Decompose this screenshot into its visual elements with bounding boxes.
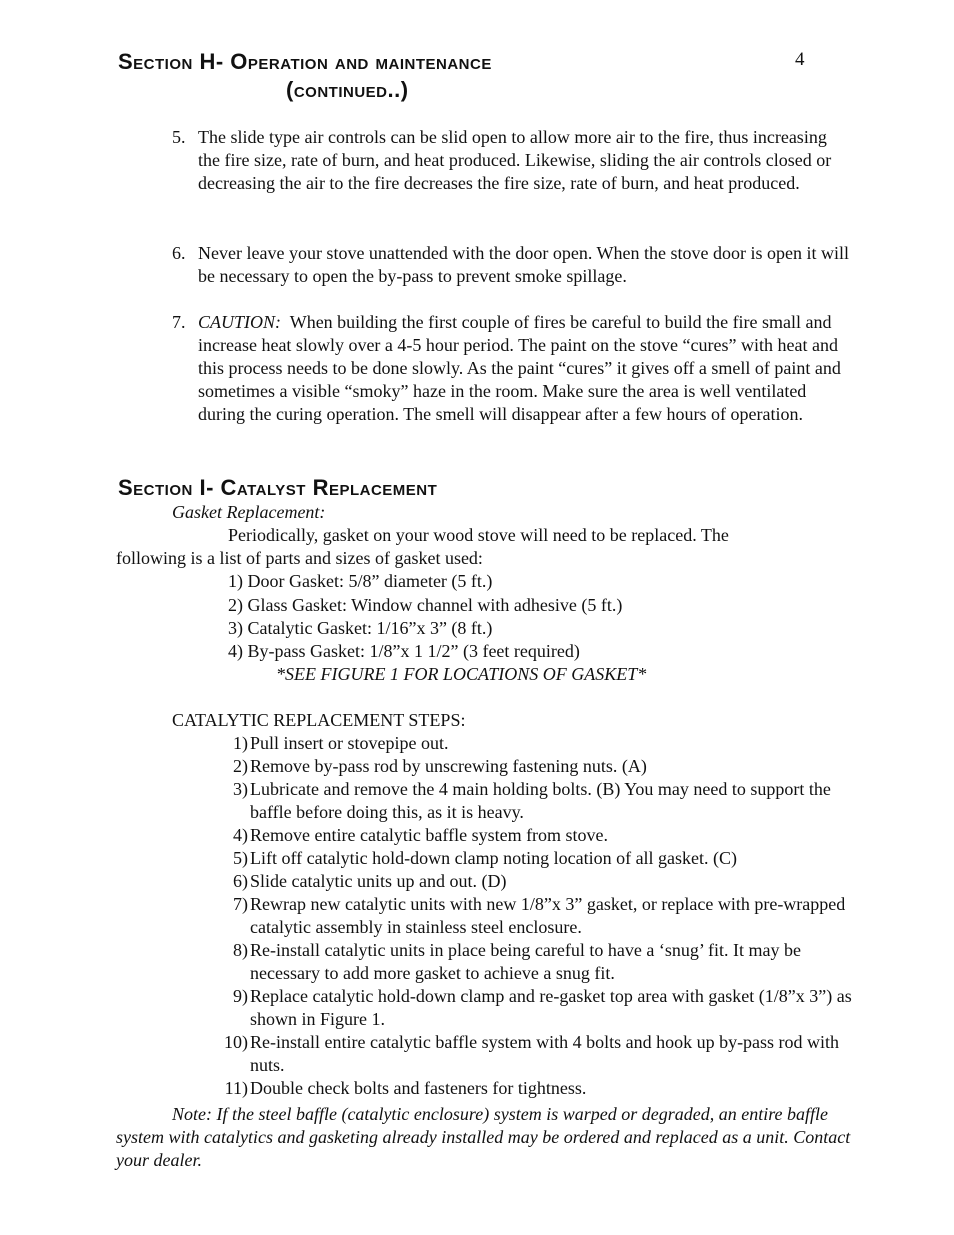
step-item <box>212 870 862 893</box>
step-item <box>212 1077 862 1100</box>
section-h-heading <box>118 48 778 104</box>
step-text: Double check bolts and fasteners for tightness. <box>250 1078 587 1098</box>
step-number: 4) <box>233 825 248 845</box>
list-item-number: 5. <box>172 127 186 147</box>
list-item-text: Never leave your stove unattended with the door open. When the stove door is open it will be necessary to open the by-pass to prevent smoke spillage. <box>198 243 850 286</box>
list-item-7 <box>172 311 852 426</box>
step-text: Remove by-pass rod by unscrewing fastening nuts. (A) <box>250 756 647 776</box>
gasket-intro-line-2: following is a list of parts and sizes of gasket used: <box>116 548 483 568</box>
step-text: Re-install entire catalytic baffle system with 4 bolts and hook up by-pass rod with nuts. <box>250 1032 840 1075</box>
gasket-list-item: 1) Door Gasket: 5/8” diameter (5 ft.) <box>228 571 493 591</box>
list-item-number: 6. <box>172 243 186 263</box>
list-item-number: 7. <box>172 312 186 332</box>
step-number: 6) <box>233 871 248 891</box>
step-text: Re-install catalytic units in place being careful to have a ‘snug’ fit. It may be necessary to add more gasket to achieve a snug fit. <box>250 940 801 983</box>
section-h-title: Section H- Operation and maintenance <box>118 49 492 74</box>
gasket-list-item: 3) Catalytic Gasket: 1/16”x 3” (8 ft.) <box>228 618 493 638</box>
step-item <box>212 824 862 847</box>
step-text: Pull insert or stovepipe out. <box>250 733 449 753</box>
section-i-heading: Section I- Catalyst Replacement <box>118 475 438 500</box>
steps-heading: CATALYTIC REPLACEMENT STEPS: <box>172 710 466 730</box>
gasket-list-item: 4) By-pass Gasket: 1/8”x 1 1/2” (3 feet required) <box>228 641 580 661</box>
closing-note: Note: If the steel baffle (catalytic enclosure) system is warped or degraded, an entire baffle system with catalytics and gasketing already installed may be ordered and replaced as a unit. Contact your dealer. <box>116 1104 851 1170</box>
list-item-5 <box>172 126 852 195</box>
step-text: Slide catalytic units up and out. (D) <box>250 871 507 891</box>
step-item <box>212 847 862 870</box>
step-item <box>212 778 862 824</box>
step-number: 8) <box>233 940 248 960</box>
step-number: 1) <box>233 733 248 753</box>
step-number: 3) <box>233 779 248 799</box>
gasket-replacement-heading: Gasket Replacement: <box>172 502 326 522</box>
step-number: 2) <box>233 756 248 776</box>
step-item <box>212 893 862 939</box>
step-item <box>212 985 862 1031</box>
step-item <box>212 939 862 985</box>
step-text: Replace catalytic hold-down clamp and re-gasket top area with gasket (1/8”x 3”) as shown in Figure 1. <box>250 986 852 1029</box>
step-item <box>212 755 862 778</box>
step-item <box>212 1031 862 1077</box>
step-text: Rewrap new catalytic units with new 1/8”x 3” gasket, or replace with pre-wrapped catalytic assembly in stainless steel enclosure. <box>250 894 846 937</box>
step-number: 7) <box>233 894 248 914</box>
list-item-text: The slide type air controls can be slid open to allow more air to the fire, thus increasing the fire size, rate of burn, and heat produced. Likewise, sliding the air controls closed or decreasing the air to the fire decreases the fire size, rate of burn, and heat produced. <box>198 127 832 193</box>
step-number: 10) <box>224 1032 248 1052</box>
step-text: Remove entire catalytic baffle system from stove. <box>250 825 609 845</box>
step-number: 9) <box>233 986 248 1006</box>
step-number: 5) <box>233 848 248 868</box>
figure-note: *SEE FIGURE 1 FOR LOCATIONS OF GASKET* <box>276 664 647 684</box>
replacement-steps-list <box>212 732 862 1100</box>
gasket-list-item: 2) Glass Gasket: Window channel with adhesive (5 ft.) <box>228 595 623 615</box>
step-text: Lubricate and remove the 4 main holding bolts. (B) You may need to support the baffle before doing this, as it is heavy. <box>250 779 831 822</box>
list-item-text: When building the first couple of fires be careful to build the fire small and increase heat slowly over a 4-5 hour period. The paint on the stove “cures” with heat and this process needs to be done slowly. As the paint “cures” it gives off a smell of paint and sometimes a visible “smoky” haze in the room. Make sure the area is well ventilated during the curing operation. The smell will disappear after a few hours of operation. <box>198 312 841 424</box>
caution-label: CAUTION: <box>198 312 282 332</box>
step-item <box>212 732 862 755</box>
step-text: Lift off catalytic hold-down clamp noting location of all gasket. (C) <box>250 848 738 868</box>
step-number: 11) <box>224 1078 248 1098</box>
section-h-continued: (continued..) <box>286 77 409 102</box>
gasket-intro-line-1: Periodically, gasket on your wood stove will need to be replaced. The <box>228 525 729 545</box>
page-number: 4 <box>795 49 805 70</box>
list-item-6 <box>172 242 852 288</box>
